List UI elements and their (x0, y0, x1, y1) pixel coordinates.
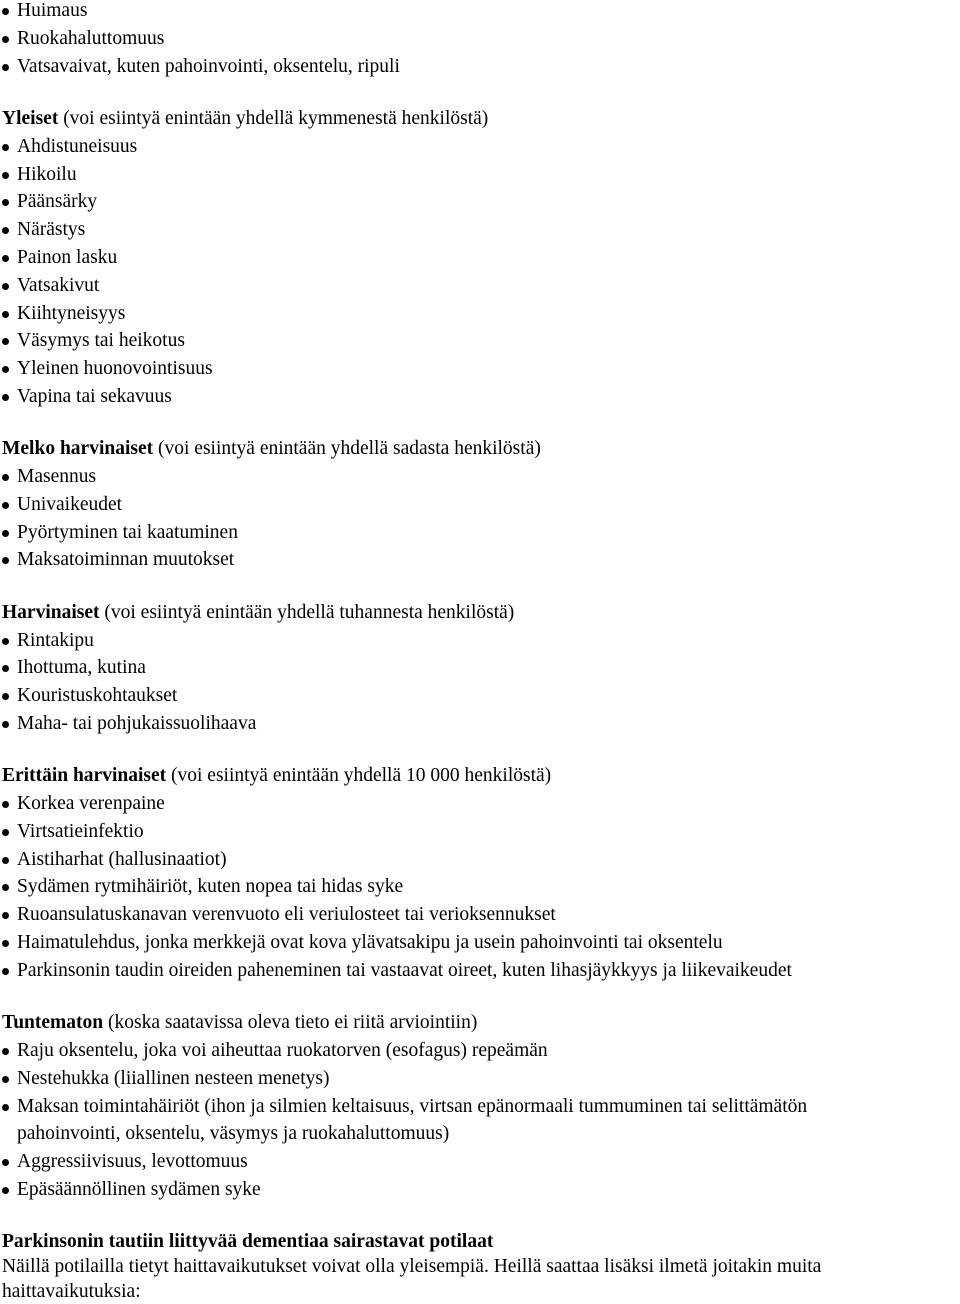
list-item-text: Vatsakivut (17, 274, 100, 296)
bullet-icon (2, 338, 9, 345)
bullet-icon (2, 1076, 9, 1083)
list-item (0, 1178, 261, 1202)
list-item-continuation (0, 1122, 449, 1146)
section-heading-bold: Harvinaiset (2, 601, 100, 623)
list-item-text: Päänsärky (17, 191, 98, 213)
bullet-icon (2, 1104, 9, 1111)
bullet-icon (2, 394, 9, 401)
bullet-icon (2, 8, 9, 15)
list-item-text: Univaikeudet (17, 493, 123, 515)
list-item (0, 792, 165, 816)
bullet-icon (2, 36, 9, 43)
list-item-text: Yleinen huonovointisuus (17, 358, 213, 380)
section-heading-note: (voi esiintyä enintään yhdellä 10 000 henkilöstä) (166, 765, 552, 787)
list-item (0, 521, 238, 545)
bullet-icon (2, 1048, 9, 1055)
list-item-text: Epäsäännöllinen sydämen syke (17, 1178, 261, 1200)
list-item (0, 55, 400, 79)
list-item (0, 875, 403, 899)
section-heading-note: (koska saatavissa oleva tieto ei riitä arviointiin) (103, 1012, 478, 1034)
bullet-icon (2, 172, 9, 179)
list-item-text: Ahdistuneisuus (17, 135, 138, 157)
list-item (0, 684, 177, 708)
list-item-text: Kiihtyneisyys (17, 302, 126, 324)
bullet-icon (2, 311, 9, 318)
list-item-text: Ruoansulatuskanavan verenvuoto eli veriulosteet tai verioksennukset (17, 904, 556, 926)
section-heading-bold: Yleiset (2, 107, 59, 129)
bullet-icon (2, 1159, 9, 1166)
list-item-text: Raju oksentelu, joka voi aiheuttaa ruokatorven (esofagus) repeämän (17, 1039, 548, 1061)
section-heading-bold: Erittäin harvinaiset (2, 765, 167, 787)
section-heading-note: (voi esiintyä enintään yhdellä kymmenestä henkilöstä) (58, 107, 489, 129)
bullet-icon (2, 857, 9, 864)
list-item-text: Pyörtyminen tai kaatuminen (17, 521, 238, 543)
section-heading-note: (voi esiintyä enintään yhdellä sadasta henkilöstä) (153, 438, 541, 460)
bullet-icon (2, 502, 9, 509)
section-heading (0, 437, 541, 461)
section-heading (0, 601, 514, 625)
closing-paragraph-line: Näillä potilailla tietyt haittavaikutukset voivat olla yleisempiä. Heillä saattaa lisäksi ilmetä joitakin muita (2, 1256, 822, 1278)
bullet-icon (2, 884, 9, 891)
list-item (0, 903, 556, 927)
list-item (0, 1095, 807, 1119)
list-item (0, 385, 172, 409)
list-item-text: Korkea verenpaine (17, 793, 165, 814)
list-item-text: Painon lasku (17, 246, 118, 268)
list-item (0, 493, 122, 517)
bullet-icon (2, 227, 9, 234)
list-item-text: Aggressiivisuus, levottomuus (17, 1151, 248, 1173)
list-item (0, 27, 164, 51)
list-item (0, 1067, 329, 1091)
closing-paragraph-line: haittavaikutuksia: (2, 1281, 141, 1303)
list-item (0, 820, 144, 844)
bullet-icon (2, 829, 9, 836)
list-item (0, 1039, 548, 1063)
section-heading (0, 107, 488, 131)
list-item (0, 274, 99, 298)
bullet-icon (2, 721, 9, 728)
list-item-text: Hikoilu (17, 163, 77, 185)
list-item (0, 931, 723, 955)
section-heading-bold: Melko harvinaiset (2, 438, 154, 460)
list-item-text: Ihottuma, kutina (17, 657, 146, 679)
bullet-icon (2, 1187, 9, 1194)
list-item-text: Närästys (17, 219, 86, 241)
list-item (0, 0, 87, 23)
bullet-icon (2, 199, 9, 206)
list-item-text: Ruokahaluttomuus (17, 27, 165, 49)
section-heading-note: (voi esiintyä enintään yhdellä tuhannesta henkilöstä) (99, 601, 515, 623)
bullet-icon (2, 255, 9, 262)
bullet-icon (2, 940, 9, 947)
list-item (0, 135, 137, 159)
list-item-text: Vatsavaivat, kuten pahoinvointi, oksentelu, ripuli (17, 55, 400, 77)
bullet-icon (2, 64, 9, 71)
list-item-text: pahoinvointi, oksentelu, väsymys ja ruokahaluttomuus) (17, 1123, 450, 1145)
list-item (0, 246, 117, 270)
list-item-text: Maksatoiminnan muutokset (17, 549, 235, 571)
bullet-icon (2, 638, 9, 645)
bullet-icon (2, 144, 9, 151)
section-heading-bold: Tuntematon (2, 1012, 104, 1034)
list-item (0, 848, 227, 872)
list-item-text: Huimaus (17, 0, 88, 21)
list-item (0, 548, 234, 572)
list-item (0, 163, 77, 187)
list-item (0, 329, 185, 353)
list-item-text: Sydämen rytmihäiriöt, kuten nopea tai hidas syke (17, 876, 404, 898)
list-item-text: Vapina tai sekavuus (17, 385, 172, 407)
bullet-icon (2, 530, 9, 537)
bullet-icon (2, 283, 9, 290)
bullet-icon (2, 366, 9, 373)
list-item (0, 656, 146, 680)
list-item-text: Kouristuskohtaukset (17, 685, 178, 707)
bullet-icon (2, 912, 9, 919)
list-item-text: Väsymys tai heikotus (17, 330, 185, 352)
closing-heading: Parkinsonin tautiin liittyvää dementiaa sairastavat potilaat (2, 1231, 494, 1253)
list-item (0, 302, 125, 326)
list-item-text: Nestehukka (liiallinen nesteen menetys) (17, 1067, 330, 1089)
list-item (0, 190, 97, 214)
list-item-text: Rintakipu (17, 629, 94, 651)
list-item-text: Aistiharhat (hallusinaatiot) (17, 848, 227, 870)
list-item (0, 465, 96, 489)
bullet-icon (2, 801, 9, 808)
section-heading (0, 764, 551, 788)
list-item (0, 712, 256, 736)
section-heading (0, 1011, 477, 1035)
list-item (0, 959, 792, 983)
list-item-text: Maksan toimintahäiriöt (ihon ja silmien keltaisuus, virtsan epänormaali tummuminen tai selittämätön (17, 1095, 808, 1117)
list-item-text: Masennus (17, 466, 97, 487)
list-item-text: Maha- tai pohjukaissuolihaava (17, 712, 257, 734)
bullet-icon (2, 693, 9, 700)
list-item (0, 218, 85, 242)
list-item-text: Virtsatieinfektio (17, 820, 144, 842)
list-item-text: Parkinsonin taudin oireiden paheneminen tai vastaavat oireet, kuten lihasjäykkyys ja liikevaikeudet (17, 959, 792, 981)
list-item (0, 629, 94, 653)
list-item-text: Haimatulehdus, jonka merkkejä ovat kova ylävatsakipu ja usein pahoinvointi tai oksentelu (17, 932, 723, 953)
list-item (0, 357, 213, 381)
bullet-icon (2, 557, 9, 564)
bullet-icon (2, 665, 9, 672)
list-item (0, 1150, 248, 1174)
bullet-icon (2, 968, 9, 975)
bullet-icon (2, 474, 9, 481)
